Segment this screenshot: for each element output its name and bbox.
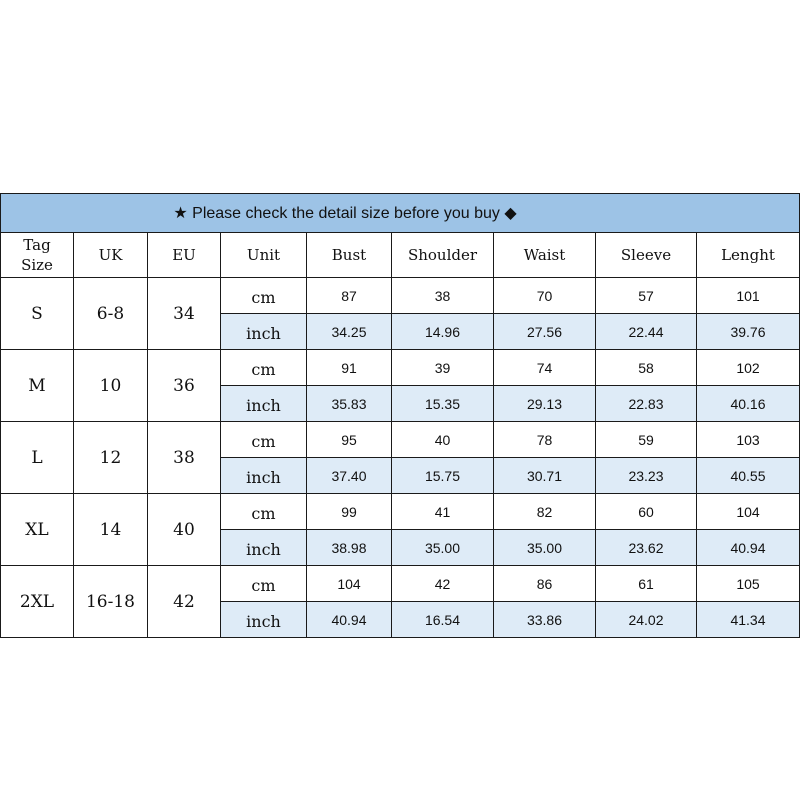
uk-size-cell: 14	[74, 494, 148, 566]
size-row-cm	[1, 278, 800, 314]
header-waist: Waist	[494, 233, 596, 278]
bust-value-cell: 40.94	[307, 602, 392, 638]
eu-size-cell: 36	[148, 350, 221, 422]
length-value-cell: 40.94	[697, 530, 800, 566]
tag-size-cell: L	[1, 422, 74, 494]
tag-size-cell: 2XL	[1, 566, 74, 638]
header-bust: Bust	[307, 233, 392, 278]
size-row-cm	[1, 350, 800, 386]
eu-size-cell: 42	[148, 566, 221, 638]
uk-size-cell: 12	[74, 422, 148, 494]
bust-value-cell: 34.25	[307, 314, 392, 350]
sleeve-value-cell: 59	[596, 422, 697, 458]
eu-size-cell: 38	[148, 422, 221, 494]
banner-row	[1, 194, 800, 233]
waist-value-cell: 70	[494, 278, 596, 314]
sleeve-value-cell: 23.23	[596, 458, 697, 494]
unit-cell: cm	[221, 494, 307, 530]
header-length: Lenght	[697, 233, 800, 278]
header-tag-size: Tag Size	[1, 233, 74, 278]
waist-value-cell: 74	[494, 350, 596, 386]
sleeve-value-cell: 23.62	[596, 530, 697, 566]
uk-size-cell: 10	[74, 350, 148, 422]
waist-value-cell: 82	[494, 494, 596, 530]
shoulder-value-cell: 15.35	[392, 386, 494, 422]
shoulder-value-cell: 39	[392, 350, 494, 386]
header-sleeve: Sleeve	[596, 233, 697, 278]
waist-value-cell: 86	[494, 566, 596, 602]
unit-cell: inch	[221, 602, 307, 638]
bust-value-cell: 37.40	[307, 458, 392, 494]
uk-size-cell: 16-18	[74, 566, 148, 638]
header-eu: EU	[148, 233, 221, 278]
unit-cell: cm	[221, 422, 307, 458]
length-value-cell: 39.76	[697, 314, 800, 350]
bust-value-cell: 104	[307, 566, 392, 602]
bust-value-cell: 91	[307, 350, 392, 386]
shoulder-value-cell: 40	[392, 422, 494, 458]
sleeve-value-cell: 60	[596, 494, 697, 530]
sleeve-value-cell: 58	[596, 350, 697, 386]
sleeve-value-cell: 61	[596, 566, 697, 602]
length-value-cell: 41.34	[697, 602, 800, 638]
tag-size-cell: S	[1, 278, 74, 350]
shoulder-value-cell: 15.75	[392, 458, 494, 494]
length-value-cell: 104	[697, 494, 800, 530]
waist-value-cell: 30.71	[494, 458, 596, 494]
unit-cell: inch	[221, 458, 307, 494]
unit-cell: cm	[221, 278, 307, 314]
shoulder-value-cell: 41	[392, 494, 494, 530]
bust-value-cell: 99	[307, 494, 392, 530]
tag-size-cell: M	[1, 350, 74, 422]
header-unit: Unit	[221, 233, 307, 278]
size-row-cm	[1, 566, 800, 602]
unit-cell: cm	[221, 566, 307, 602]
header-uk: UK	[74, 233, 148, 278]
sleeve-value-cell: 22.83	[596, 386, 697, 422]
unit-cell: inch	[221, 530, 307, 566]
uk-size-cell: 6-8	[74, 278, 148, 350]
length-value-cell: 40.55	[697, 458, 800, 494]
waist-value-cell: 78	[494, 422, 596, 458]
unit-cell: inch	[221, 314, 307, 350]
size-notice-banner	[1, 194, 800, 233]
shoulder-value-cell: 38	[392, 278, 494, 314]
waist-value-cell: 35.00	[494, 530, 596, 566]
length-value-cell: 102	[697, 350, 800, 386]
waist-value-cell: 33.86	[494, 602, 596, 638]
shoulder-value-cell: 14.96	[392, 314, 494, 350]
sleeve-value-cell: 24.02	[596, 602, 697, 638]
unit-cell: cm	[221, 350, 307, 386]
bust-value-cell: 35.83	[307, 386, 392, 422]
size-chart-table	[0, 193, 800, 638]
size-row-cm	[1, 494, 800, 530]
waist-value-cell: 27.56	[494, 314, 596, 350]
unit-cell: inch	[221, 386, 307, 422]
length-value-cell: 105	[697, 566, 800, 602]
size-notice-text: ★ Please check the detail size before you buy ◆	[173, 205, 517, 222]
sleeve-value-cell: 57	[596, 278, 697, 314]
shoulder-value-cell: 42	[392, 566, 494, 602]
tag-size-cell: XL	[1, 494, 74, 566]
length-value-cell: 103	[697, 422, 800, 458]
bust-value-cell: 95	[307, 422, 392, 458]
sleeve-value-cell: 22.44	[596, 314, 697, 350]
length-value-cell: 101	[697, 278, 800, 314]
eu-size-cell: 40	[148, 494, 221, 566]
shoulder-value-cell: 35.00	[392, 530, 494, 566]
size-row-cm	[1, 422, 800, 458]
length-value-cell: 40.16	[697, 386, 800, 422]
shoulder-value-cell: 16.54	[392, 602, 494, 638]
eu-size-cell: 34	[148, 278, 221, 350]
header-shoulder: Shoulder	[392, 233, 494, 278]
bust-value-cell: 38.98	[307, 530, 392, 566]
bust-value-cell: 87	[307, 278, 392, 314]
waist-value-cell: 29.13	[494, 386, 596, 422]
header-row	[1, 233, 800, 278]
